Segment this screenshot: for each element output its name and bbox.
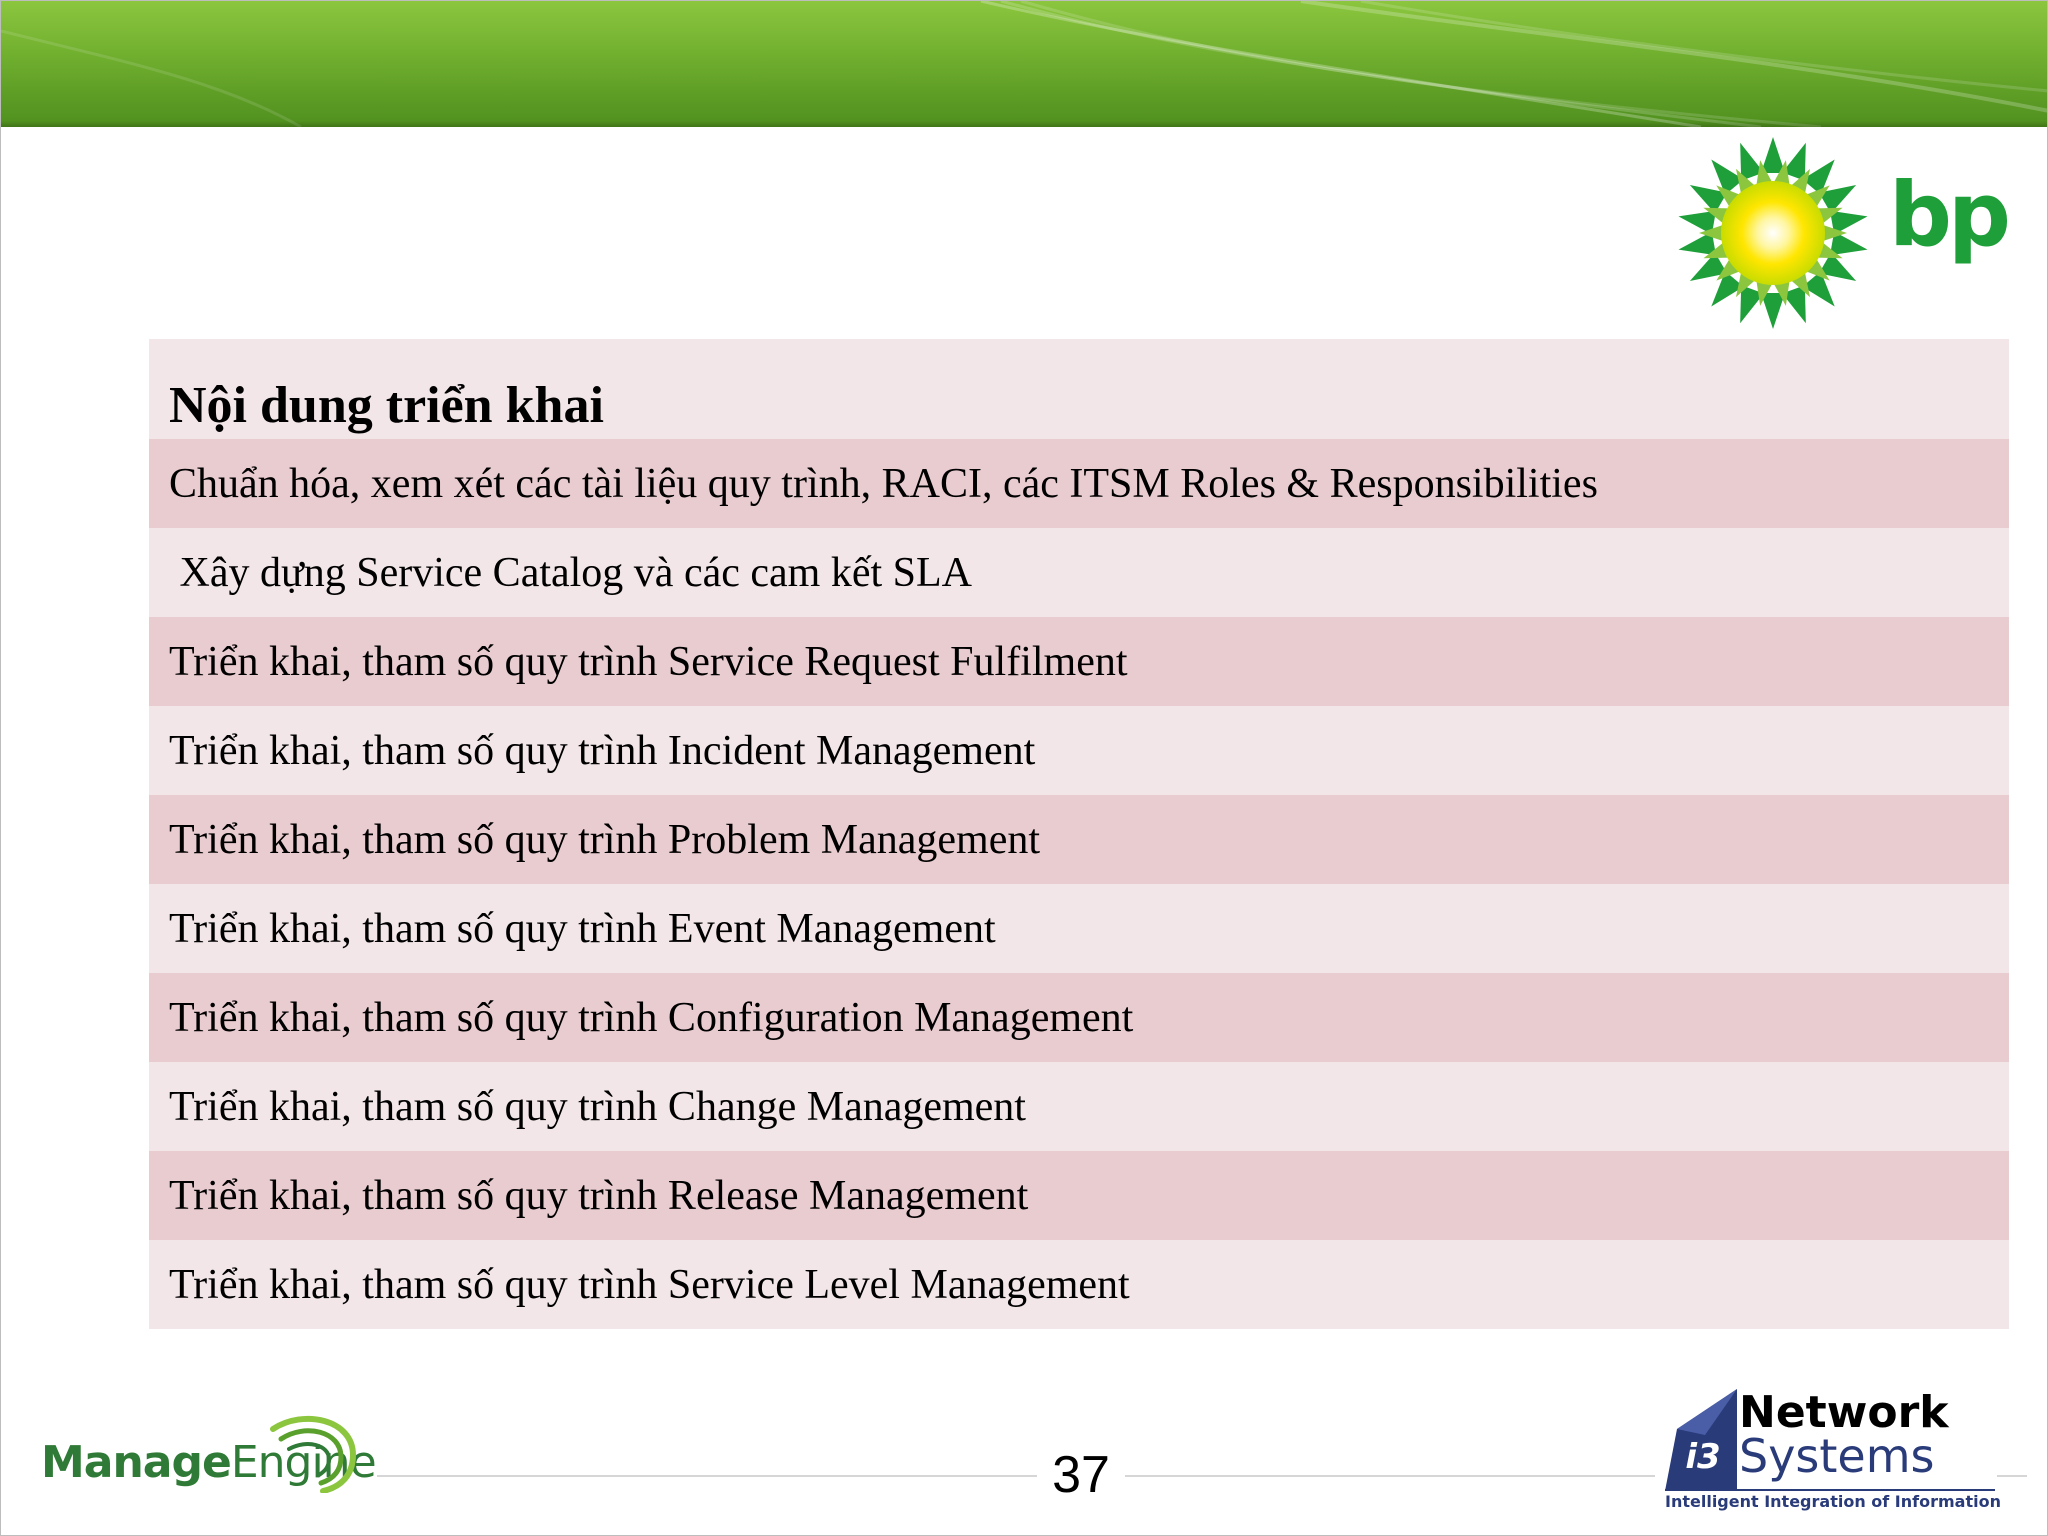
content-table bbox=[149, 339, 2009, 1329]
table-row bbox=[149, 617, 2009, 706]
table-cell: Triển khai, tham số quy trình Service Level Management bbox=[149, 1240, 2009, 1329]
network-systems-line1: Network bbox=[1739, 1387, 1949, 1438]
table-cell: Triển khai, tham số quy trình Problem Management bbox=[149, 795, 2009, 884]
table-header: Nội dung triển khai bbox=[149, 339, 2009, 439]
table-row bbox=[149, 884, 2009, 973]
manageengine-arc-icon bbox=[263, 1409, 363, 1493]
network-systems-tagline: Intelligent Integration of Information bbox=[1665, 1489, 1995, 1510]
page-number: 37 bbox=[1052, 1446, 1110, 1504]
table-cell: Triển khai, tham số quy trình Configuration Management bbox=[149, 973, 2009, 1062]
footer-divider-far-right bbox=[1997, 1475, 2027, 1477]
network-systems-line2: Systems bbox=[1739, 1429, 1935, 1483]
table-cell: Triển khai, tham số quy trình Release Management bbox=[149, 1151, 2009, 1240]
bp-logo-text: bp bbox=[1889, 163, 2007, 266]
table-header-row bbox=[149, 339, 2009, 439]
table-row bbox=[149, 706, 2009, 795]
table-cell: Xây dựng Service Catalog và các cam kết SLA bbox=[149, 528, 2009, 617]
table-cell: Triển khai, tham số quy trình Incident Management bbox=[149, 706, 2009, 795]
table-cell: Triển khai, tham số quy trình Service Request Fulfilment bbox=[149, 617, 2009, 706]
banner-swoosh-decoration bbox=[1, 1, 2048, 127]
top-banner bbox=[1, 1, 2048, 127]
table-cell: Chuẩn hóa, xem xét các tài liệu quy trình, RACI, các ITSM Roles & Responsibilities bbox=[149, 439, 2009, 528]
footer-divider-left bbox=[377, 1475, 1037, 1477]
table-row bbox=[149, 1062, 2009, 1151]
table-row bbox=[149, 795, 2009, 884]
table-row bbox=[149, 528, 2009, 617]
table-row bbox=[149, 973, 2009, 1062]
manageengine-logo-manage: Manage bbox=[41, 1437, 231, 1488]
table-row bbox=[149, 1151, 2009, 1240]
network-systems-i3: i3 bbox=[1685, 1437, 1721, 1477]
table-cell: Triển khai, tham số quy trình Event Management bbox=[149, 884, 2009, 973]
manageengine-logo-engine: Engine bbox=[230, 1437, 376, 1488]
table-cell: Triển khai, tham số quy trình Change Management bbox=[149, 1062, 2009, 1151]
footer-divider-right bbox=[1125, 1475, 1655, 1477]
table-row bbox=[149, 1240, 2009, 1329]
table-row bbox=[149, 439, 2009, 528]
